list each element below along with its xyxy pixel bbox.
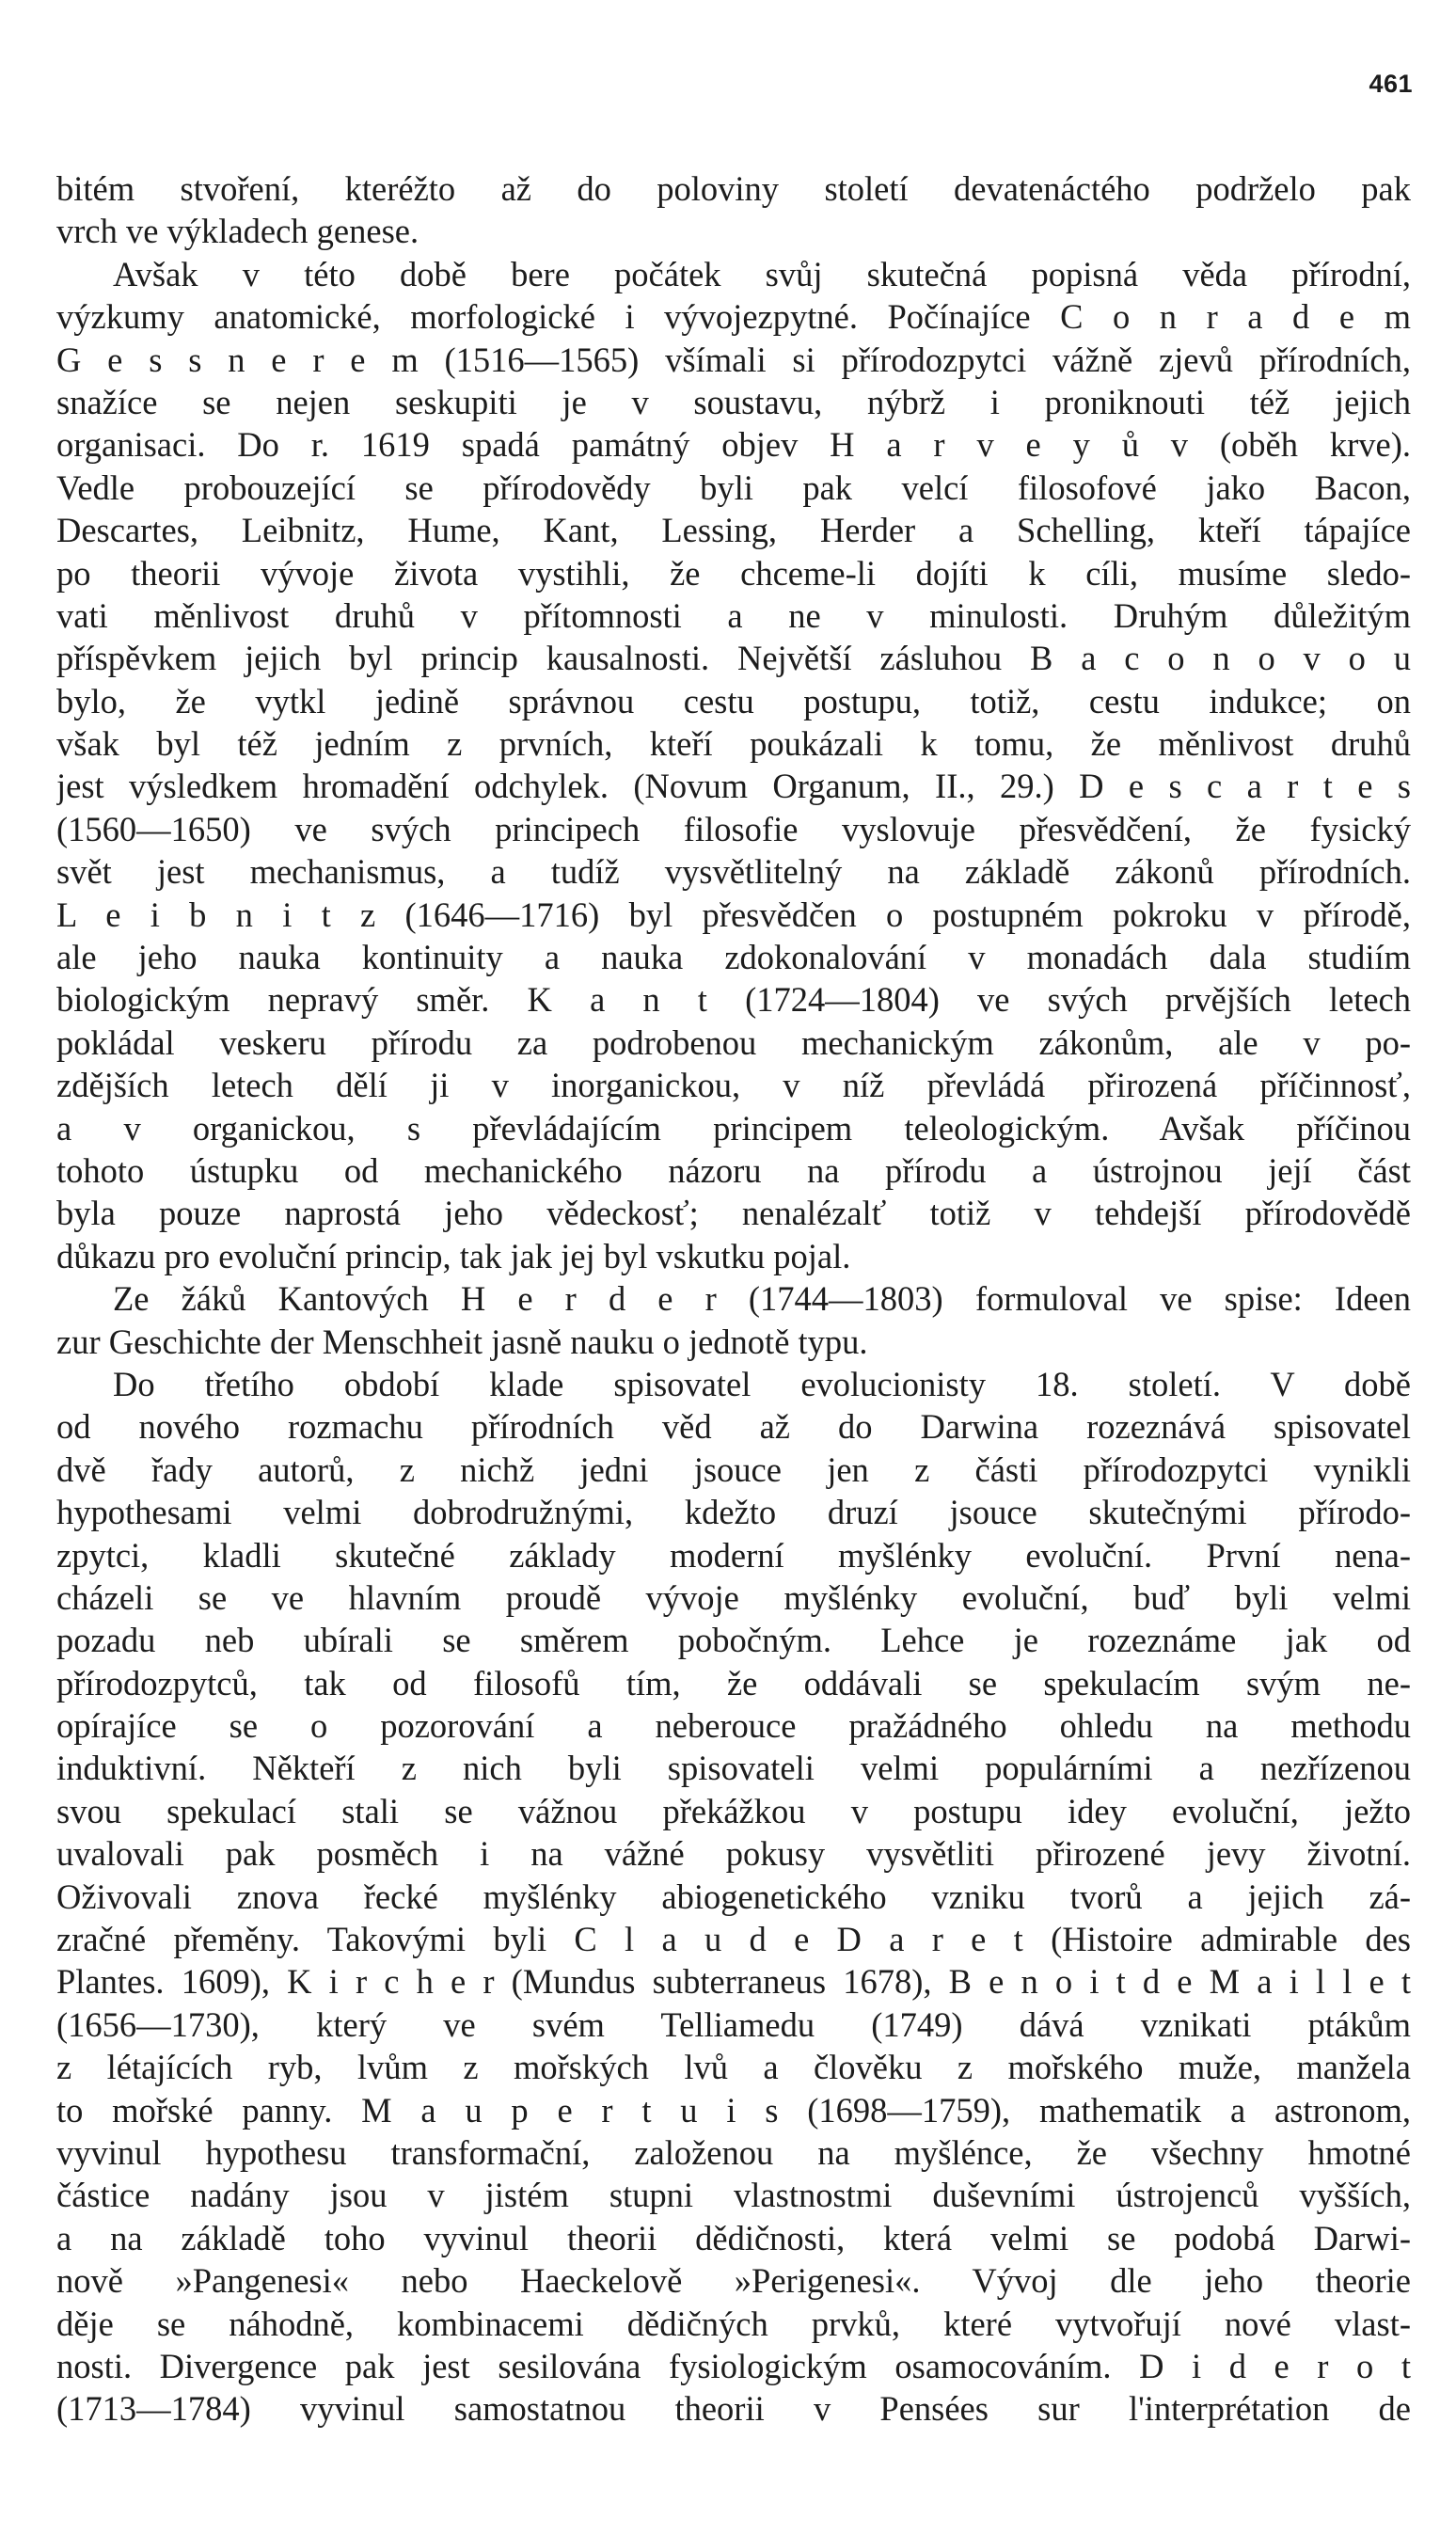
- text-line: bylo, že vytkl jedině správnou cestu postupu, totiž, cestu indukce; on: [56, 681, 1411, 721]
- text-line: Vedle probouzející se přírodovědy byli pak velcí filosofové jako Bacon,: [56, 467, 1411, 507]
- text-line: cházeli se ve hlavním proudě vývoje myšlénky evoluční, buď byli velmi: [56, 1577, 1411, 1617]
- text-line: (1560—1650) ve svých principech filosofie vyslovuje přesvědčení, že fysický: [56, 809, 1411, 848]
- text-line: opírajíce se o pozorování a neberouce pražádného ohledu na methodu: [56, 1706, 1411, 1746]
- text-line: a v organickou, s převládajícím principem teleologickým. Avšak příčinou: [56, 1108, 1411, 1148]
- text-line: vyvinul hypothesu transformační, založenou na myšlénce, že všechny hmotné: [56, 2132, 1411, 2172]
- text-line: uvalovali pak posměch i na vážné pokusy vysvětliti přirozené jevy životní.: [56, 1834, 1411, 1874]
- text-line: vati měnlivost druhů v přítomnosti a ne v minulosti. Druhým důležitým: [56, 595, 1411, 635]
- text-line: vrch ve výkladech genese.: [56, 212, 419, 251]
- text-line: částice nadány jsou v jistém stupni vlastnostmi duševními ústrojenců vyšších,: [56, 2176, 1411, 2215]
- text-line: však byl též jedním z prvních, kteří poukázali k tomu, že měnlivost druhů: [56, 724, 1411, 764]
- text-line: G e s s n e r e m (1516—1565) všímali si přírodozpytci vážně zjevů přírodních,: [56, 340, 1411, 379]
- text-line: a na základě toho vyvinul theorii dědičnosti, která velmi se podobá Darwi-: [56, 2218, 1411, 2257]
- text-line: svou spekulací stali se vážnou překážkou v postupu idey evoluční, ježto: [56, 1791, 1411, 1830]
- text-line: svět jest mechanismus, a tudíž vysvětlitelný na základě zákonů přírodních.: [56, 852, 1411, 892]
- text-line: Oživovali znova řecké myšlénky abiogenetického vzniku tvorů a jejich zá-: [56, 1877, 1411, 1916]
- text-line: tohoto ústupku od mechanického názoru na přírodu a ústrojnou její část: [56, 1150, 1411, 1190]
- text-line: to mořské panny. M a u p e r t u i s (1698—1759), mathematik a astronom,: [56, 2090, 1411, 2130]
- text-line: zur Geschichte der Menschheit jasně nauku o jednotě typu.: [56, 1322, 868, 1361]
- text-line: od nového rozmachu přírodních věd až do Darwina rozeznává spisovatel: [56, 1407, 1411, 1447]
- text-line: Do třetího období klade spisovatel evolucionisty 18. století. V době: [113, 1364, 1411, 1403]
- text-line: snažíce se nejen seskupiti je v soustavu, nýbrž i proniknouti též jejich: [56, 382, 1411, 421]
- text-line: výzkumy anatomické, morfologické i vývojezpytné. Počínajíce C o n r a d e m: [56, 297, 1411, 337]
- text-line: ale jeho nauka kontinuity a nauka zdokonalování v monadách dala studiím: [56, 938, 1411, 977]
- text-line: dvě řady autorů, z nichž jedni jsouce jen z části přírodozpytci vynikli: [56, 1449, 1411, 1489]
- text-line: pokládal veskeru přírodu za podrobenou mechanickým zákonům, ale v po-: [56, 1022, 1411, 1062]
- text-line: zdějších letech dělí ji v inorganickou, v níž převládá přirozená příčinnosť,: [56, 1066, 1411, 1105]
- text-line: Ze žáků Kantových H e r d e r (1744—1803) formuloval ve spise: Ideen: [113, 1279, 1411, 1319]
- text-line: organisaci. Do r. 1619 spadá památný objev H a r v e y ů v (oběh krve).: [56, 425, 1411, 465]
- text-line: (1713—1784) vyvinul samostatnou theorii v Pensées sur l'interprétation de: [56, 2389, 1411, 2429]
- text-line: zpytci, kladli skutečné základy moderní myšlénky evoluční. První nena-: [56, 1535, 1411, 1575]
- text-line: (1656—1730), který ve svém Telliamedu (1749) dává vznikati ptákům: [56, 2004, 1411, 2044]
- text-line: biologickým nepravý směr. K a n t (1724—1804) ve svých prvějších letech: [56, 980, 1411, 1020]
- text-line: L e i b n i t z (1646—1716) byl přesvědčen o postupném pokroku v přírodě,: [56, 895, 1411, 934]
- text-line: nosti. Divergence pak jest sesilována fysiologickým osamocováním. D i d e r o t: [56, 2346, 1411, 2385]
- text-line: zračné přeměny. Takovými byli C l a u d e D a r e t (Histoire admirable des: [56, 1920, 1411, 1959]
- text-line: po theorii vývoje života vystihli, že chceme-li dojíti k cíli, musíme sledo-: [56, 553, 1411, 593]
- text-line: přírodozpytců, tak od filosofů tím, že oddávali se spekulacím svým ne-: [56, 1663, 1411, 1703]
- body-text: [56, 167, 1411, 2431]
- text-line: Avšak v této době bere počátek svůj skutečná popisná věda přírodní,: [113, 254, 1411, 293]
- text-line: hypothesami velmi dobrodružnými, kdežto druzí jsouce skutečnými přírodo-: [56, 1493, 1411, 1532]
- text-line: příspěvkem jejich byl princip kausalnosti. Největší zásluhou B a c o n o v o u: [56, 639, 1411, 678]
- text-line: jest výsledkem hromadění odchylek. (Novum Organum, II., 29.) D e s c a r t e s: [56, 767, 1411, 806]
- text-line: Descartes, Leibnitz, Hume, Kant, Lessing, Herder a Schelling, kteří tápajíce: [56, 511, 1411, 550]
- text-line: z létajících ryb, lvům z mořských lvů a člověku z mořského muže, manžela: [56, 2048, 1411, 2087]
- text-line: bitém stvoření, kteréžto až do poloviny století devatenáctého podrželo pak: [56, 169, 1411, 208]
- text-line: děje se náhodně, kombinacemi dědičných prvků, které vytvořují nové vlast-: [56, 2304, 1411, 2343]
- text-line: nově »Pangenesi« nebo Haeckelově »Perigenesi«. Vývoj dle jeho theorie: [56, 2261, 1411, 2301]
- text-line: pozadu neb ubírali se směrem pobočným. Lehce je rozeznáme jak od: [56, 1621, 1411, 1660]
- text-line: induktivní. Někteří z nich byli spisovateli velmi populárními a nezřízenou: [56, 1749, 1411, 1788]
- text-line: Plantes. 1609), K i r c h e r (Mundus subterraneus 1678), B e n o i t d e M a i l l e t: [56, 1962, 1411, 2002]
- text-line: důkazu pro evoluční princip, tak jak jej byl vskutku pojal.: [56, 1236, 851, 1275]
- page-number: 461: [1369, 70, 1413, 98]
- text-line: byla pouze naprostá jeho vědeckosť; nenalézalť totiž v tehdejší přírodovědě: [56, 1194, 1411, 1233]
